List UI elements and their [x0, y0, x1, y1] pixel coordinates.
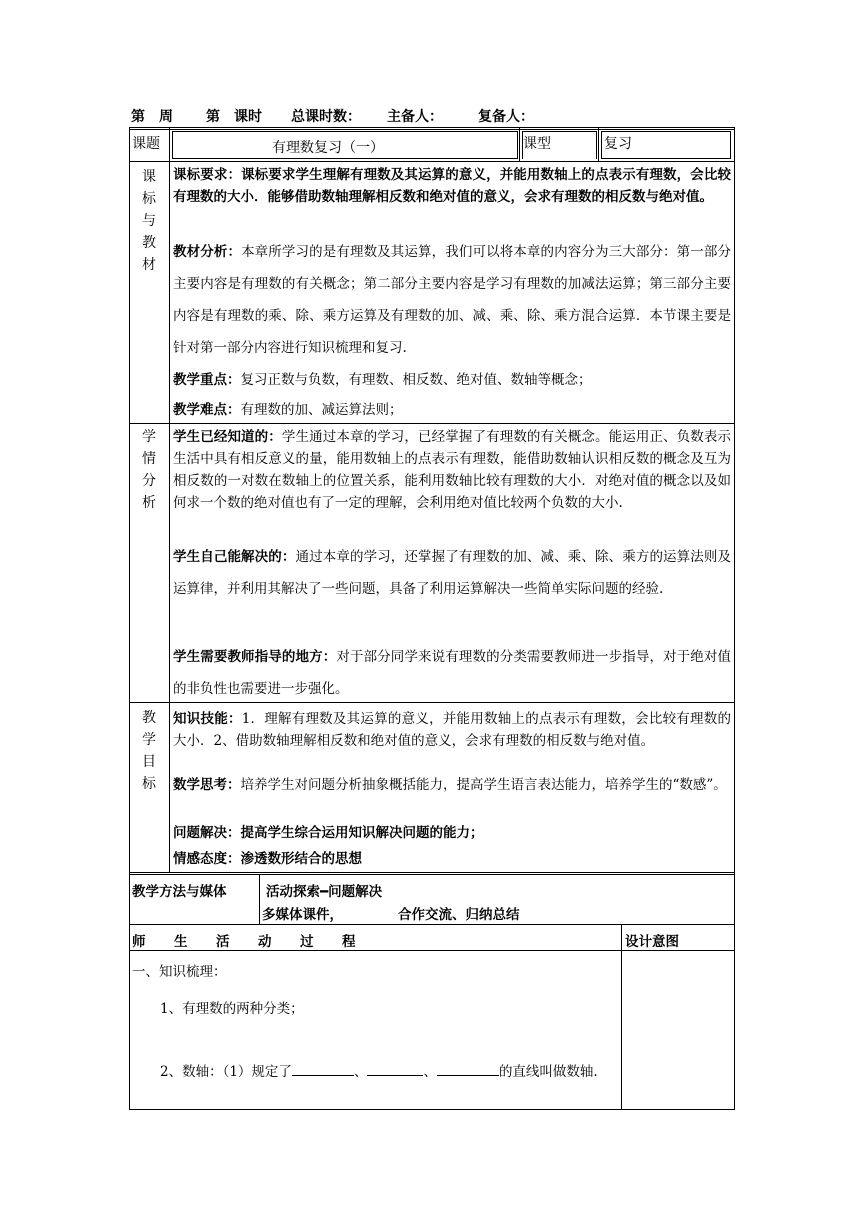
section2-bottom — [129, 702, 735, 703]
goal-problem-solving: 问题解决：提高学生综合运用知识解决问题的能力； — [173, 825, 484, 841]
header-total: 总课时数： — [291, 109, 361, 125]
section1-vertical-label: 课 标 与 教 材 — [142, 169, 156, 273]
method-bottom — [129, 924, 735, 925]
topic-label: 课题 — [132, 136, 160, 152]
col-divider-label — [169, 127, 170, 702]
section3-vertical-label: 教 学 目 标 — [142, 710, 156, 792]
method-line2b: 合作交流、归纳总结 — [398, 907, 520, 923]
lesson-plan-page: 第 周 第 课时 总课时数： 主备人： 复备人： 课题 有理数复习（一） 课型 复习 课 标 与 教 材 课标要求：课标要求学生理解有理数及其运算的意义，并能用数轴上的点表示有理数，会比较有理数的大小．能够借助数轴理解相反数和绝对值的意义，会求有理数的相反数与绝对值。 教材分析：本章所学习的是有理数及其运算，我们可以将本章的内容分为三大部分：第一部分主要内容是有理数的有关概念；第二部分主要内容是学习有理数的加减法运算；第三部分主要内容是有理数的乘、除、乘方运算及有理数的加、减、乘、除、乘方混合运算．本节课主要是针对第一部分内容进行知识梳理和复习. 教学重点：复习正数与负数，有理数、相反数、绝对值、数轴等概念； 教学难点：有理数的加、减运算法则； 学 情 分 析 学生已经知道的：学生通过本章的学习，已经掌握了有理数的有关概念。能运用正、负数表示生活中具有相反意义的量，能用数轴上的点表示有理数，能借助数轴认识相反数的概念及互为相反数的一对数在数轴上的位置关系，能利用数轴比较有理数的大小．对绝对值的概念以及如何求一个数的绝对值也有了一定的理解，会利用绝对值比较两个负数的大小. 学生自己能解决的：通过本章的学习，还掌握了有理数的加、减、乘、除、乘方的运算法则及运算律，并利用其解决了一些问题，具备了利用运算解决一些简单实际问题的经验. 学生需要教师指导的地方：对于部分同学来说有理数的分类需要教师进一步指导，对于绝对值的非负性也需要进一步强化。 教 学 目 标 知识技能：1．理解有理数及其运算的意义，并能用数轴上的点表示有理数，会比较有理数的大小．2、借助数轴理解相反数和绝对值的意义，会求有理数的相反数与绝对值。 数学思考：培养学生对问题分析抽象概括能力，提高学生语言表达能力，培养学生的“数感”。 问题解决：提高学生综合运用知识解决问题的能力； 情感态度：渗透数形结合的思想 教学方法与媒体 活动探索━问题解决 多媒体课件， 合作交流、归纳总结 师 生 活 动 过 程 设计意图 一、知识梳理： 1、有理数的两种分类； 2、数轴：（1）规定了 、 、 的直线叫做数轴. — [0, 0, 860, 1216]
lesson-type-value: 复习 — [604, 136, 632, 152]
blank-2[interactable] — [367, 1061, 423, 1076]
header-lesson: 第 课时 — [206, 109, 262, 125]
method-divider — [259, 874, 260, 924]
header-week: 第 周 — [131, 109, 173, 125]
method-line1: 活动探索━问题解决 — [266, 884, 383, 900]
teaching-difficulty: 教学难点：有理数的加、减运算法则； — [173, 402, 403, 418]
students-need-guidance: 学生需要教师指导的地方：对于部分同学来说有理数的分类需要教师进一步指导，对于绝对值的非负性也需要进一步强化。 — [173, 649, 732, 697]
textbook-analysis: 教材分析：本章所学习的是有理数及其运算，我们可以将本章的内容分为三大部分：第一部分主要内容是有理数的有关概念；第二部分主要内容是学习有理数的加减法运算；第三部分主要内容是有理数的乘、除、乘方运算及有理数的加、减、乘、除、乘方混合运算．本节课主要是针对第一部分内容进行知识梳理和复习. — [173, 244, 731, 356]
rational-classification: 1、有理数的两种分类； — [160, 1001, 304, 1017]
knowledge-review-heading: 一、知识梳理： — [132, 964, 227, 980]
table-bottom-border — [129, 1109, 735, 1110]
method-label: 教学方法与媒体 — [132, 884, 227, 900]
col-divider-type — [519, 127, 520, 161]
section3-bottom — [129, 872, 735, 873]
number-line-definition: 2、数轴：（1）规定了 、 、 的直线叫做数轴. — [160, 1060, 598, 1080]
row1-bottom — [129, 161, 735, 162]
process-header-bottom — [129, 950, 735, 951]
blank-3[interactable] — [437, 1061, 499, 1076]
lesson-header — [131, 104, 731, 126]
col-divider-type-value — [598, 127, 599, 161]
students-known: 学生已经知道的：学生通过本章的学习，已经掌握了有理数的有关概念。能运用正、负数表示生活中具有相反意义的量，能用数轴上的点表示有理数，能借助数轴认识相反数的概念及互为相反数的一对数在数轴上的位置关系，能利用数轴比较有理数的大小．对绝对值的概念以及如何求一个数的绝对值也有了一定的理解，会利用绝对值比较两个负数的大小. — [173, 429, 732, 511]
goal-knowledge-skill: 知识技能：1．理解有理数及其运算的意义，并能用数轴上的点表示有理数，会比较有理数的大小．2、借助数轴理解相反数和绝对值的意义，会求有理数的相反数与绝对值。 — [173, 711, 732, 749]
table-left-border — [129, 127, 130, 1110]
curriculum-requirement: 课标要求：课标要求学生理解有理数及其运算的意义，并能用数轴上的点表示有理数，会比较有理数的大小．能够借助数轴理解相反数和绝对值的意义，会求有理数的相反数与绝对值。 — [173, 167, 731, 205]
header-host: 主备人： — [387, 109, 443, 125]
teaching-focus: 教学重点：复习正数与负数，有理数、相反数、绝对值、数轴等概念； — [173, 372, 592, 388]
section3-bottom-2 — [129, 874, 735, 875]
section1-bottom — [129, 423, 735, 424]
table-top-border — [129, 127, 735, 128]
method-line2a: 多媒体课件， — [262, 907, 343, 923]
table-right-border — [734, 127, 735, 1110]
goal-math-thinking: 数学思考：培养学生对问题分析抽象概括能力，提高学生语言表达能力，培养学生的“数感”。 — [173, 777, 727, 793]
header-co: 复备人： — [478, 109, 534, 125]
design-intent-label: 设计意图 — [625, 934, 679, 950]
design-divider — [621, 924, 622, 1110]
section2-vertical-label: 学 情 分 析 — [142, 429, 156, 511]
col-divider-goals — [169, 702, 170, 872]
students-self-solve: 学生自己能解决的：通过本章的学习，还掌握了有理数的加、减、乘、除、乘方的运算法则及运算律，并利用其解决了一些问题，具备了利用运算解决一些简单实际问题的经验. — [173, 549, 732, 597]
lesson-type-label: 课型 — [523, 136, 551, 152]
lesson-title: 有理数复习（一） — [272, 140, 384, 156]
blank-1[interactable] — [292, 1061, 354, 1076]
goal-attitude: 情感态度：渗透数形结合的思想 — [173, 851, 362, 867]
table-top-border-2 — [129, 129, 735, 130]
